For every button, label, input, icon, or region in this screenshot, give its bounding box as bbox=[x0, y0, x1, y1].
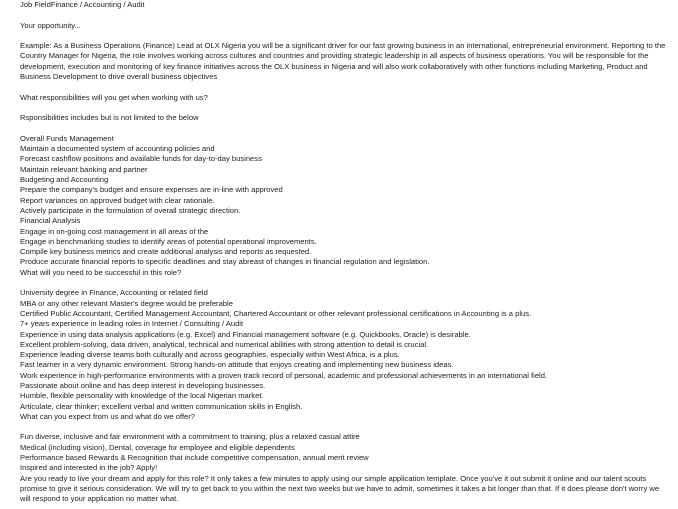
requirement-line: Experience in using data analysis applications (e.g. Excel) and Financial management software (e.g. Quickbooks, Oracle) is desirable. bbox=[20, 329, 471, 339]
responsibility-line: Prepare the company's budget and ensure expenses are in-line with approved bbox=[20, 185, 283, 195]
responsibilities-question: What responsibilities will you get when working with us? bbox=[20, 92, 208, 102]
responsibility-line: Maintain relevant banking and partner bbox=[20, 164, 148, 174]
spacer bbox=[20, 31, 670, 41]
spacer bbox=[20, 124, 670, 134]
responsibility-line: Produce accurate financial reports to specific deadlines and stay abreast of changes in financial regulation and legislation. bbox=[20, 257, 430, 267]
responsibility-line: Forecast cashflow positions and available funds for day-to-day business bbox=[20, 154, 262, 164]
responsibility-line: Report variances on approved budget with clear rationale. bbox=[20, 195, 215, 205]
offer-line: Performance based Rewards & Recognition that include competitive compensation, annual merit review bbox=[20, 453, 369, 463]
requirement-line: Work experience in high-performance environments with a proven track record of personal, academic and professional achievements in an international field. bbox=[20, 370, 548, 380]
intro-paragraph: Example: As a Business Operations (Finance) Lead at OLX Nigeria you will be a significant driver for our fast growing business in an international, entrepreneurial environment. Reporting to the Country Manager for Nigeria, the role involves working across cultures and countries and providing strategic leadership in all aspects of business operations. You will be responsible for the development, execution and monitoring of key finance initiatives across the OLX business in Nigeria and will also work collaboratively with other functions including Marketing, Product and Business Development to drive overall business objectives bbox=[20, 41, 666, 82]
job-field-line: Job FieldFinance / Accounting / Audit bbox=[20, 0, 145, 9]
offer-question: What can you expect from us and what do we offer? bbox=[20, 411, 196, 421]
responsibility-line: Financial Analysis bbox=[20, 216, 81, 226]
offer-line: Medical (including vision), Dental, coverage for employee and eligible dependents bbox=[20, 442, 295, 452]
apply-call-to-action: Inspired and interested in the job? Apply! bbox=[20, 463, 158, 473]
requirements-question: What will you need to be successful in this role? bbox=[20, 267, 182, 277]
responsibilities-lead: Rsponsibilities includes but is not limited to the below bbox=[20, 113, 199, 123]
closing-paragraph: Are you ready to live your dream and apply for this role? It only takes a few minutes to apply using our simple application template. Once you've it out submit it online and our talent scouts promise to give it serious consideration. We will try to get back to you within the next two weeks but we have to admit, sometimes it takes a bit longer than that. If it does please don't worry we will respond to your application no matter what. bbox=[20, 473, 660, 504]
spacer bbox=[20, 82, 670, 92]
job-description-document bbox=[20, 0, 670, 505]
responsibility-line: Maintain a documented system of accounting policies and bbox=[20, 144, 215, 154]
spacer bbox=[20, 278, 670, 288]
spacer bbox=[20, 103, 670, 113]
spacer bbox=[20, 10, 670, 20]
requirement-line: Certified Public Accountant, Certified Management Accountant, Chartered Accountant or other relevant professional certifications in Accounting is a plus. bbox=[20, 308, 532, 318]
responsibility-line: Overall Funds Management bbox=[20, 133, 114, 143]
spacer bbox=[20, 422, 670, 432]
responsibility-line: Engage in on-going cost management in all areas of the bbox=[20, 226, 209, 236]
requirement-line: Articulate, clear thinker; excellent verbal and written communication skills in English. bbox=[20, 401, 303, 411]
requirement-line: Humble, flexible personality with knowledge of the local Nigerian market. bbox=[20, 391, 264, 401]
requirement-line: Passionate about online and has deep interest in developing businesses. bbox=[20, 380, 266, 390]
requirement-line: Fast learner in a very dynamic environment. Strong hands-on attitude that enjoys creating and implementing new business ideas. bbox=[20, 360, 454, 370]
responsibility-line: Budgeting and Accounting bbox=[20, 175, 109, 185]
responsibility-line: Actively participate in the formulation of overall strategic direction. bbox=[20, 205, 241, 215]
opportunity-heading: Your opportunity... bbox=[20, 20, 81, 30]
responsibility-line: Compile key business metrics and create additional analysis and reports as requested. bbox=[20, 247, 312, 257]
responsibility-line: Engage in benchmarking studies to identify areas of potential operational improvements. bbox=[20, 236, 317, 246]
requirement-line: Excellent problem-solving, data driven, analytical, technical and numerical abilities with strong attention to detail is crucial. bbox=[20, 339, 429, 349]
requirement-line: 7+ years experience in leading roles in Internet / Consulting / Audit bbox=[20, 319, 244, 329]
offer-line: Fun diverse, inclusive and fair environment with a commitment to training, plus a relaxed casual attire bbox=[20, 432, 360, 442]
requirement-line: University degree in Finance, Accounting or related field bbox=[20, 288, 208, 298]
requirement-line: MBA or any other relevant Master's degree would be preferable bbox=[20, 298, 233, 308]
requirement-line: Experience leading diverse teams both culturally and across geographies, especially within West Africa, is a plus. bbox=[20, 350, 400, 360]
